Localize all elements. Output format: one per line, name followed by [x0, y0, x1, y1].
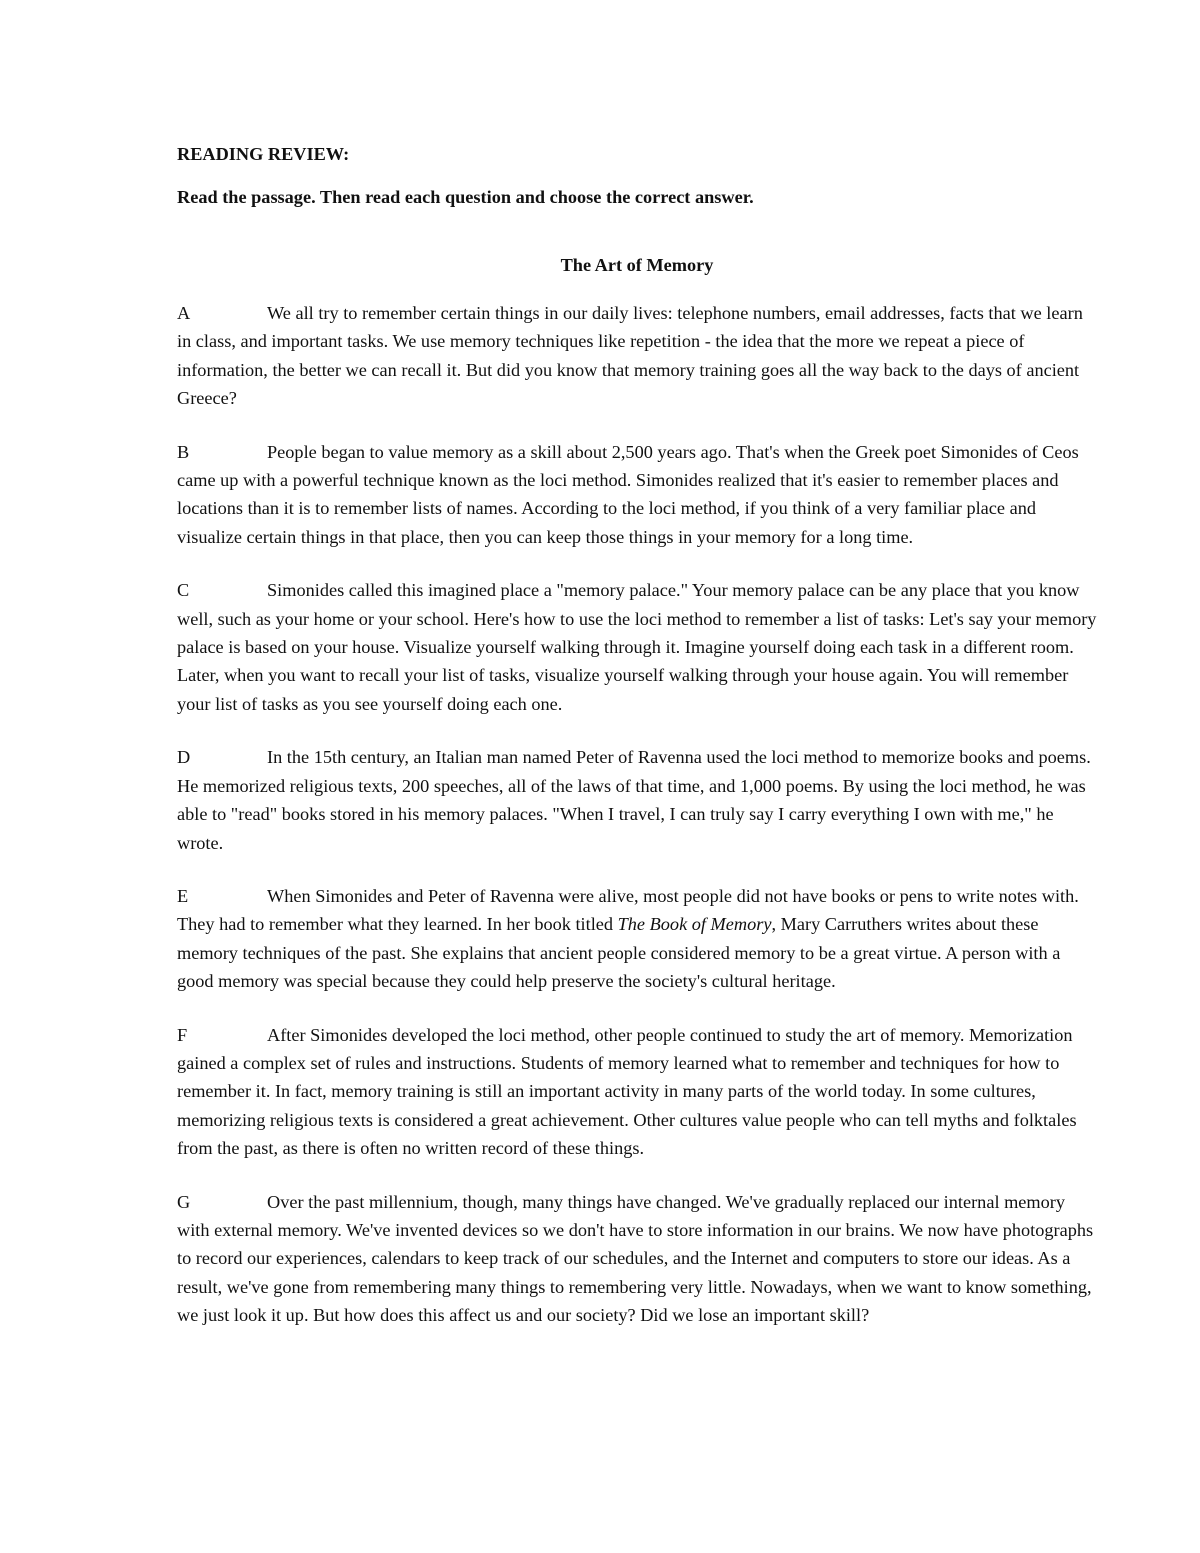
paragraph-text: People began to value memory as a skill about 2,500 years ago. That's when the Greek poet Simonides of Ceos came up with a powerful technique known as the loci method. Simonides realized that it's easier to remember places and locations than it is to remember lists of names. According to the loci method, if you think of a very familiar place and visualize certain things in that place, then you can keep those things in your memory for a long time.: [177, 441, 1079, 547]
passage-title: The Art of Memory: [560, 255, 714, 275]
paragraph-letter: A: [177, 303, 191, 323]
paragraph-letter: E: [177, 885, 189, 906]
paragraph-f: [177, 1021, 1097, 1163]
paragraph-letter: D: [177, 747, 191, 768]
paragraph-letter: C: [177, 580, 190, 601]
paragraph-a: [177, 299, 1097, 413]
paragraph-text-after: , Mary Carruthers writes about these memory techniques of the past. She explains that ancient people considered memory to be a great virtue. A person with a good memory was special because they could help preserve the society's cultural heritage.: [177, 914, 1061, 992]
instruction-text: Read the passage. Then read each question and choose the correct answer.: [177, 187, 754, 207]
paragraph-letter: B: [177, 441, 190, 462]
paragraph-letter: G: [177, 1191, 191, 1212]
paragraph-text: We all try to remember certain things in our daily lives: telephone numbers, email addresses, facts that we learn in class, and important tasks. We use memory techniques like repetition - the idea that the more we repeat a piece of information, the better we can recall it. But did you know that memory training goes all the way back to the days of ancient Greece?: [177, 303, 1083, 409]
paragraph-text: Over the past millennium, though, many things have changed. We've gradually replaced our internal memory with external memory. We've invented devices so we don't have to store information in our brains. We now have photographs to record our experiences, calendars to keep track of our schedules, and the Internet and computers to store our ideas. As a result, we've gone from remembering many things to remembering very little. Nowadays, when we want to know something, we just look it up. But how does this affect us and our society? Did we lose an important skill?: [177, 1191, 1094, 1326]
paragraph-b: [177, 438, 1097, 552]
paragraph-text-before: When Simonides and Peter of Ravenna were alive, most people did not have books or pens to write notes with. They had to remember what they learned. In her book titled: [177, 885, 1079, 935]
paragraph-e: [177, 882, 1097, 996]
book-title: The Book of Memory: [617, 914, 772, 935]
paragraph-c: [177, 576, 1097, 718]
paragraph-d: [177, 743, 1097, 857]
paragraph-text: After Simonides developed the loci method, other people continued to study the art of memory. Memorization gained a complex set of rules and instructions. Students of memory learned what to remember and techniques for how to remember it. In fact, memory training is still an important activity in many parts of the world today. In some cultures, memorizing religious texts is considered a great achievement. Other cultures value people who can tell myths and folktales from the past, as there is often no written record of these things.: [177, 1024, 1077, 1159]
paragraph-text: In the 15th century, an Italian man named Peter of Ravenna used the loci method to memorize books and poems. He memorized religious texts, 200 speeches, all of the laws of that time, and 1,000 poems. By using the loci method, he was able to "read" books stored in his memory palaces. "When I travel, I can truly say I carry everything I own with me," he wrote.: [177, 747, 1091, 853]
section-heading: READING REVIEW:: [177, 144, 350, 164]
paragraph-letter: F: [177, 1024, 188, 1045]
paragraph-text: Simonides called this imagined place a "memory palace." Your memory palace can be any place that you know well, such as your home or your school. Here's how to use the loci method to remember a list of tasks: Let's say your memory palace is based on your house. Visualize yourself walking through it. Imagine yourself doing each task in a different room. Later, when you want to recall your list of tasks, visualize yourself walking through your house again. You will remember your list of tasks as you see yourself doing each one.: [177, 580, 1097, 714]
document-page: [177, 140, 1097, 1330]
paragraph-g: [177, 1188, 1097, 1330]
